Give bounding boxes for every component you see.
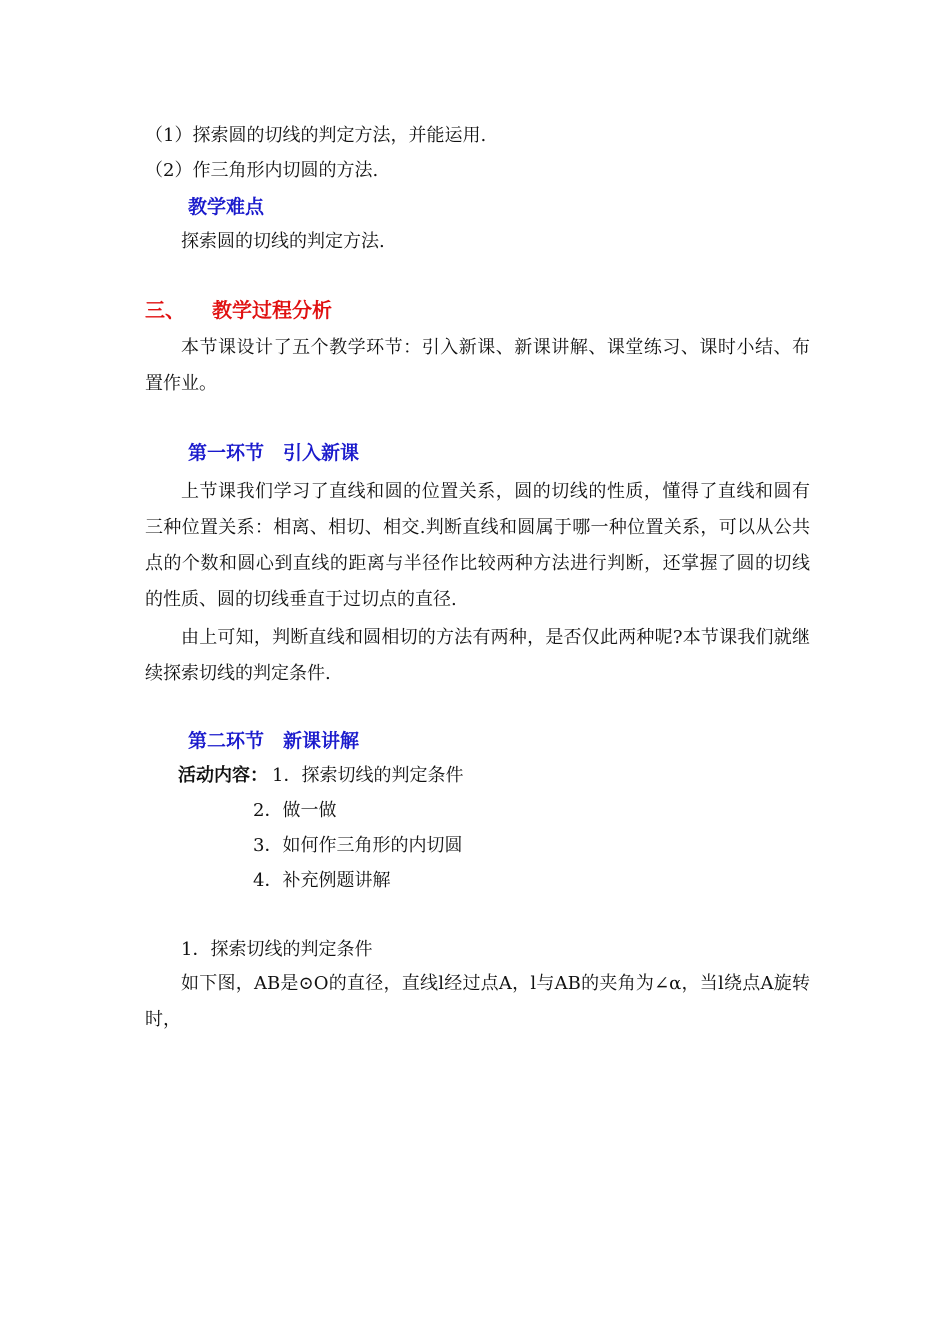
- section-intro: 本节课设计了五个教学环节：引入新课、新课讲解、课堂练习、课时小结、布置作业。: [145, 337, 810, 394]
- difficulty-text: 探索圆的切线的判定方法.: [181, 231, 385, 252]
- difficulty-heading: 教学难点: [188, 196, 265, 218]
- step1-heading: 第一环节 引入新课: [188, 442, 360, 464]
- section-number: 三、: [145, 298, 185, 322]
- activity-item-4: 4．补充例题讲解: [253, 870, 391, 891]
- objective-item-1: （1）探索圆的切线的判定方法，并能运用.: [145, 125, 487, 146]
- step2-heading: 第二环节 新课讲解: [188, 730, 360, 752]
- activity-item-1: 1．探索切线的判定条件: [272, 765, 464, 786]
- subsection-title: 1．探索切线的判定条件: [181, 939, 373, 960]
- step1-paragraph-2: 由上可知，判断直线和圆相切的方法有两种，是否仅此两种呢?本节课我们就继续探索切线的判定条件.: [145, 627, 810, 684]
- objective-item-2: （2）作三角形内切圆的方法.: [145, 160, 379, 181]
- step1-paragraph-1: 上节课我们学习了直线和圆的位置关系，圆的切线的性质，懂得了直线和圆有三种位置关系：相离、相切、相交.判断直线和圆属于哪一种位置关系，可以从公共点的个数和圆心到直线的距离与半径作比较两种方法进行判断，还掌握了圆的切线的性质、圆的切线垂直于过切点的直径.: [145, 481, 810, 610]
- activity-item-2: 2．做一做: [253, 800, 337, 821]
- subsection-text: 如下图，AB是⊙O的直径，直线l经过点A，l与AB的夹角为∠α，当l绕点A旋转时，: [145, 973, 810, 1030]
- section-title: 教学过程分析: [212, 298, 332, 322]
- activity-label: 活动内容：: [178, 765, 268, 786]
- activity-item-3: 3．如何作三角形的内切圆: [253, 835, 463, 856]
